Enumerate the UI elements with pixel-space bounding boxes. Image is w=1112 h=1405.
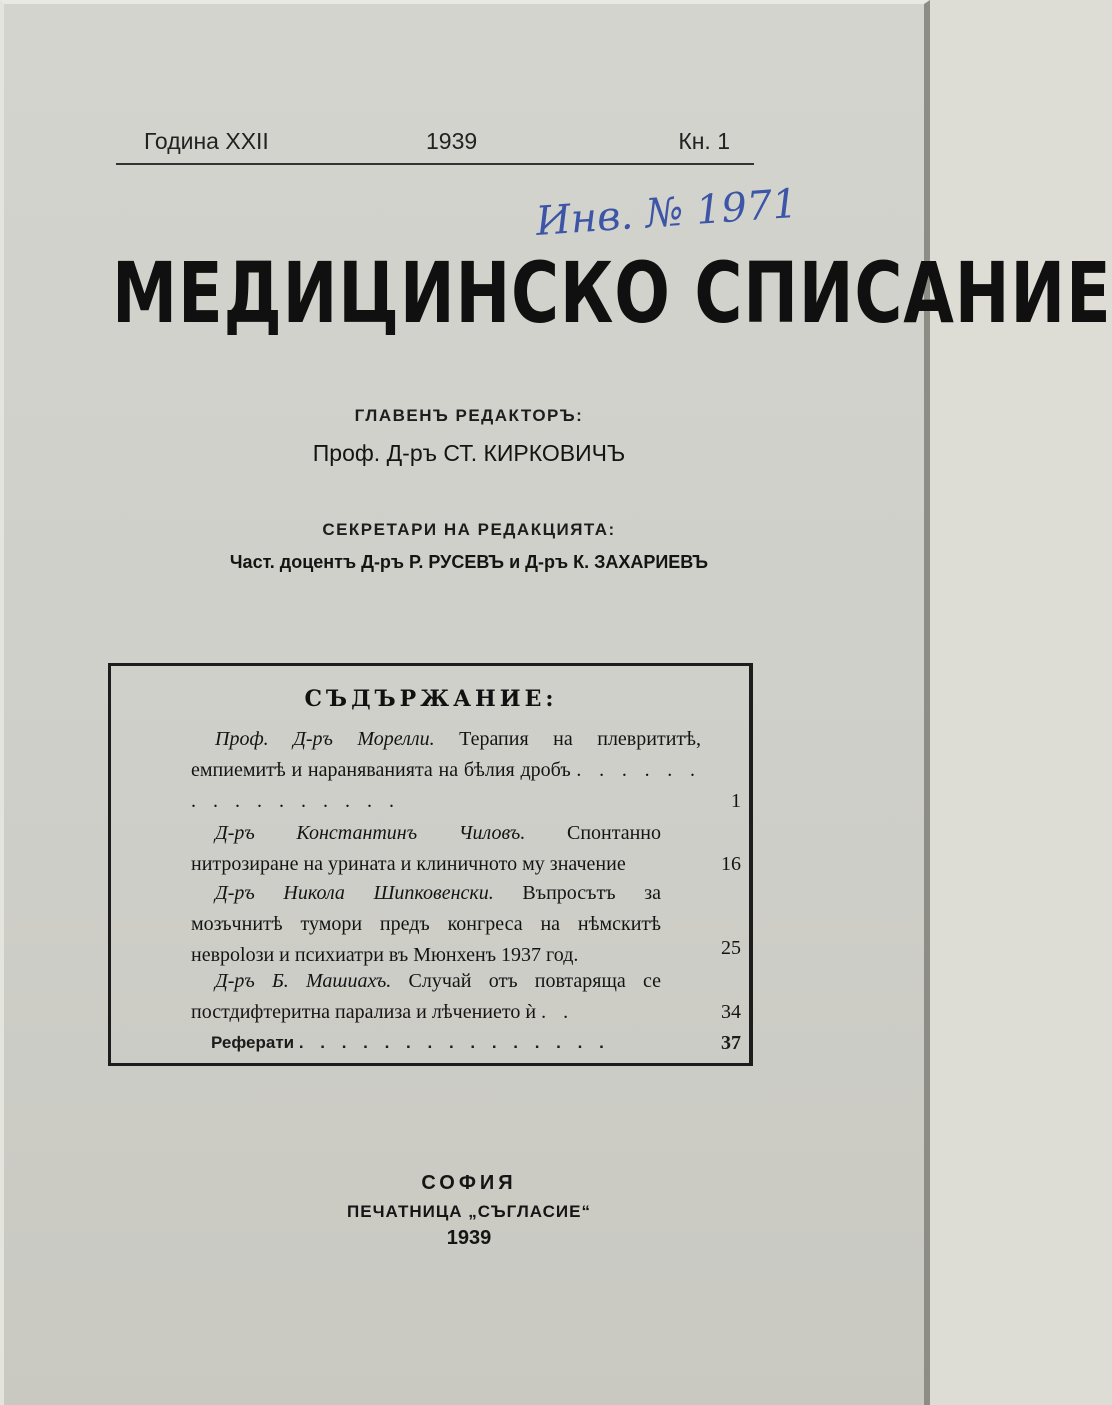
toc-page-number: 25 — [721, 937, 741, 959]
toc-entry — [191, 878, 661, 971]
toc-author: Д-ръ Никола Шипковенски. — [215, 882, 494, 904]
imprint-printer: ПЕЧАТНИЦА „СЪГЛАСИЕ“ — [347, 1202, 591, 1221]
issue-year: 1939 — [426, 128, 478, 154]
toc-leader-dots: . . . . . . . . . . . . . . . . — [191, 759, 702, 812]
toc-page-number: 16 — [721, 853, 741, 875]
toc-title: Въпросътъ за мозъчнитѣ тумори предъ конгреса на нѣмскитѣ неврolози и психиатри въ Мюнхенъ 1937 год. — [191, 882, 661, 966]
toc-author: Д-ръ Б. Машиахъ. — [215, 970, 392, 992]
issue-number: Кн. 1 — [678, 128, 730, 154]
imprint-city: СОФИЯ — [421, 1172, 517, 1194]
toc-title: Терапия на плеврититѣ, емпиемитѣ и нараняванията на бѣлия дробъ — [191, 728, 701, 781]
toc-page-number: 1 — [731, 790, 741, 812]
editor-label: ГЛАВЕНЪ РЕДАКТОРЪ: — [354, 406, 584, 425]
table-of-contents — [108, 663, 753, 1066]
secretaries-label: СЕКРЕТАРИ НА РЕДАКЦИЯТА: — [322, 520, 616, 539]
volume-label: Година XXII — [144, 128, 269, 154]
toc-entry-referati — [211, 1029, 651, 1057]
toc-author: Д-ръ Константинъ Чиловъ. — [215, 822, 526, 844]
toc-referati-label: Реферати — [211, 1033, 295, 1052]
editor-name: Проф. Д-ръ СТ. КИРКОВИЧЪ — [312, 440, 626, 466]
toc-entry — [191, 724, 701, 817]
toc-entry — [191, 966, 661, 1028]
header-rule — [116, 163, 754, 165]
toc-page-number: 37 — [721, 1032, 741, 1054]
imprint-year: 1939 — [446, 1227, 492, 1249]
secretaries-names: Част. доцентъ Д-ръ Р. РУСЕВЪ и Д-ръ К. ЗАХАРИЕВЪ — [229, 552, 709, 572]
inventory-note: Инв. № 1971 — [534, 180, 800, 246]
issue-header — [144, 128, 734, 162]
toc-heading: СЪДЪРЖАНИЕ: — [304, 686, 558, 712]
toc-leader-dots: . . . . . . . . . . . . . . . — [298, 1033, 610, 1052]
toc-leader-dots: . . — [541, 1001, 575, 1023]
toc-author: Проф. Д-ръ Морелли. — [215, 728, 435, 750]
toc-entry — [191, 818, 661, 880]
toc-title: Случай отъ повтаряща се постдифтеритна парализа и лѣчението ѝ — [191, 970, 662, 1023]
toc-page-number: 34 — [721, 1001, 741, 1023]
journal-title: МЕДИЦИНСКО СПИСАНИЕ — [112, 244, 1112, 342]
toc-title: Спонтанно нитрозиране на урината и клиничното му значение — [191, 822, 662, 875]
